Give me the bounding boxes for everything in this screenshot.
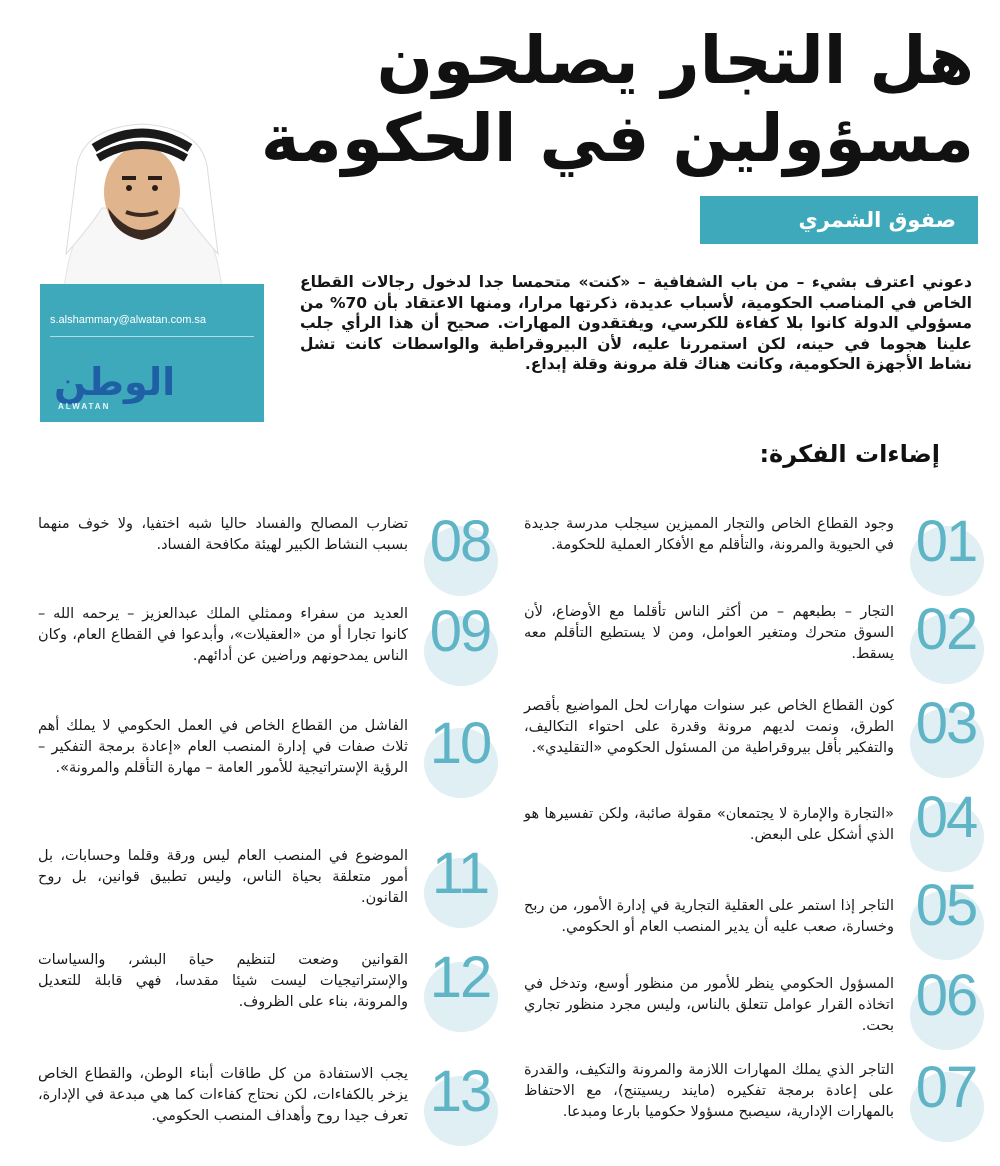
list-item bbox=[38, 842, 500, 938]
list-item bbox=[524, 786, 986, 882]
headline: هل التجار يصلحون مسؤولين في الحكومة bbox=[260, 22, 974, 177]
author-name: صفوق الشمري bbox=[798, 208, 956, 232]
list-item bbox=[38, 712, 500, 808]
logo-english: ALWATAN bbox=[58, 402, 111, 411]
list-item bbox=[524, 510, 986, 606]
item-number: 06 bbox=[915, 963, 977, 1028]
number-badge bbox=[906, 786, 986, 876]
item-number: 04 bbox=[915, 785, 977, 850]
intro-paragraph: دعوني اعترف بشيء – من باب الشفافية – «كنت» متحمسا جدا لدخول رجالات القطاع الخاص في المناصب الحكومية، لأسباب عديدة، ذكرتها مرارا، ومنها الاعتقاد بأن 70% من مسؤولي الدولة كانوا بلا كفاءة للكرسي، ويفتقدون المهارات. صحيح أن هذا الرأي جلب علينا هجوما في حينه، لكن استمررنا عليه، لأن البيروقراطية والواسطات كانت تشل نشاط الأجهزة الحكومية، وكانت هناك قلة مرونة وقلة إبداع. bbox=[300, 273, 972, 373]
number-badge bbox=[420, 600, 500, 690]
item-text: التاجر إذا استمر على العقلية التجارية في إدارة الأمور، من ربح وخسارة، صعب عليه أن يدير المنصب العام أو الحكومي. bbox=[524, 898, 894, 935]
author-photo bbox=[42, 104, 242, 288]
divider bbox=[50, 336, 254, 337]
number-badge bbox=[906, 510, 986, 600]
list-item bbox=[524, 598, 986, 694]
item-number: 11 bbox=[431, 841, 489, 906]
number-badge bbox=[420, 510, 500, 600]
item-text: التجار – بطبعهم – من أكثر الناس تأقلما مع الأوضاع، لأن السوق متحرك ومتغير العوامل، ومن لا يستطيع التأقلم معه يسقط. bbox=[524, 604, 894, 662]
author-info-panel bbox=[40, 284, 264, 422]
item-text: الفاشل من القطاع الخاص في العمل الحكومي لا يملك أهم ثلاث صفات في إدارة المنصب العام «إعادة برمجة التفكير – الرؤية الإستراتيجية للأمور العامة – مهارة التأقلم والمرونة». bbox=[38, 718, 408, 776]
item-number: 02 bbox=[915, 597, 977, 662]
item-text: يجب الاستفادة من كل طاقات أبناء الوطن، والقطاع الخاص يزخر بالكفاءات، لكن نحتاج كفاءات كما هي مبدعة في الإدارة، تعرف جيدا روح وأهداف المنصب الحكومي. bbox=[38, 1066, 408, 1124]
list-item bbox=[38, 600, 500, 696]
number-badge bbox=[420, 842, 500, 932]
item-text: الموضوع في المنصب العام ليس ورقة وقلما وحسابات، بل أمور متعلقة بحياة الناس، وليس تطبيق قوانين، بل روح القانون. bbox=[38, 848, 408, 906]
logo-arabic: الوطن bbox=[54, 360, 176, 404]
item-number: 07 bbox=[915, 1055, 977, 1120]
list-item bbox=[38, 1060, 500, 1156]
list-item bbox=[524, 692, 986, 788]
item-number: 13 bbox=[429, 1059, 491, 1124]
item-text: المسؤول الحكومي ينظر للأمور من منظور أوسع، وتدخل في اتخاذه القرار عوامل تتعلق بالناس، وليس مجرد منظور تجاري بحت. bbox=[524, 976, 894, 1034]
number-badge bbox=[420, 712, 500, 802]
list-item bbox=[524, 874, 986, 970]
number-badge bbox=[906, 964, 986, 1054]
item-text: القوانين وضعت لتنظيم حياة البشر، والسياسات والإستراتيجيات ليست شيئا مقدسا، فهي قابلة للتعديل والمرونة، بناء على الظروف. bbox=[38, 952, 408, 1010]
item-text: التاجر الذي يملك المهارات اللازمة والمرونة والتكيف، والقدرة على إعادة برمجة تفكيره (مايند ريسيتنج)، مع الاحتفاظ بالمهارات الإدارية، سيصبح مسؤولا حكوميا بارعا ومبدعا. bbox=[524, 1062, 894, 1120]
list-item bbox=[524, 964, 986, 1060]
number-badge bbox=[906, 874, 986, 964]
list-item bbox=[524, 1056, 986, 1152]
item-text: كون القطاع الخاص عبر سنوات مهارات لحل المواضيع بأقصر الطرق، ونمت لديهم مرونة وقدرة على احتواء التكاليف، والتفكير بأقل بيروقراطية من المسئول الحكومي «التقليدي». bbox=[524, 698, 894, 756]
item-number: 03 bbox=[915, 691, 977, 756]
number-badge bbox=[906, 692, 986, 782]
number-badge bbox=[906, 598, 986, 688]
item-number: 08 bbox=[429, 509, 491, 574]
number-badge bbox=[906, 1056, 986, 1146]
item-number: 12 bbox=[429, 945, 491, 1010]
item-text: العديد من سفراء وممثلي الملك عبدالعزيز – يرحمه الله – كانوا تجارا أو من «العقيلات»، وأبدعوا في القطاع العام، وكان الناس يمدحونهم وراضين عن أدائهم. bbox=[38, 606, 408, 664]
item-text: وجود القطاع الخاص والتجار المميزين سيجلب مدرسة جديدة في الحيوية والمرونة، والتأقلم مع الأفكار العملية للحكومة. bbox=[524, 516, 894, 553]
list-item bbox=[38, 510, 500, 606]
item-number: 10 bbox=[429, 711, 491, 776]
alwatan-logo bbox=[54, 362, 204, 412]
item-number: 09 bbox=[429, 599, 491, 664]
number-badge bbox=[420, 1060, 500, 1150]
item-number: 05 bbox=[915, 873, 977, 938]
list-item bbox=[38, 946, 500, 1042]
section-title: إضاءات الفكرة: bbox=[759, 440, 940, 468]
item-number: 01 bbox=[915, 509, 977, 574]
number-badge bbox=[420, 946, 500, 1036]
item-text: «التجارة والإمارة لا يجتمعان» مقولة صائبة، ولكن تفسيرها هو الذي أشكل على البعض. bbox=[524, 806, 894, 843]
author-bar bbox=[700, 196, 978, 244]
author-email[interactable]: s.alshammary@alwatan.com.sa bbox=[50, 314, 207, 326]
item-text: تضارب المصالح والفساد حاليا شبه اختفيا، ولا خوف منهما بسبب النشاط الكبير لهيئة مكافحة الفساد. bbox=[38, 516, 408, 553]
